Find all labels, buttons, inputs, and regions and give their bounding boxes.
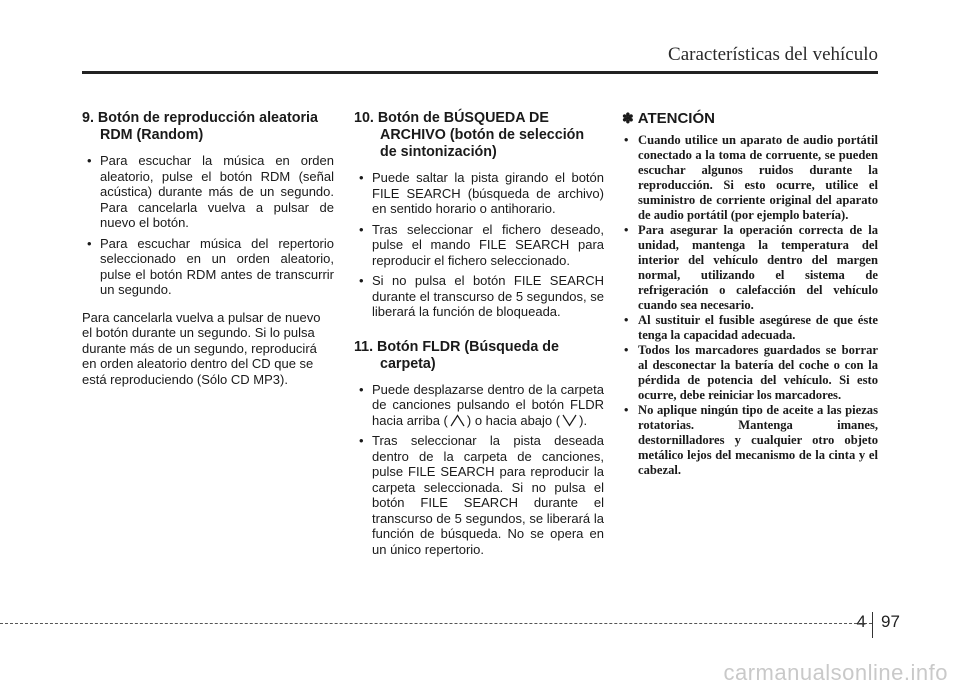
list-item: • No aplique ningún tipo de aceite a las piezas rotatorias. Mantenga imanes, destornilladores y cualquier otro objeto metálico lejos del mecanismo de la cinta y el cabezal. <box>622 403 878 478</box>
column-2 <box>354 110 604 562</box>
column-3 <box>622 110 878 478</box>
list-item: • Puede saltar la pista girando el botón FILE SEARCH (búsqueda de archivo) en sentido horario o antihorario. <box>354 170 604 217</box>
fldr-text-end: ). <box>579 412 588 428</box>
section-10-list <box>354 170 604 320</box>
chapter-number: 4 <box>856 612 866 631</box>
section-9-paragraph: Para cancelarla vuelva a pulsar de nuevo el botón durante un segundo. Si lo pulsa durante más de un segundo, reproducirá en orden aleatorio dentro del CD que se está reproduciendo (Sólo CD MP3). <box>82 309 321 387</box>
section-10-heading: 10. Botón de BÚSQUEDA DE ARCHIVO (botón de selección de sintonización) <box>354 110 585 160</box>
page-number: 97 <box>881 612 900 631</box>
attention-title: ATENCIÓN <box>637 110 715 127</box>
list-item: • Tras seleccionar la pista deseada dentro de la carpeta de canciones, pulse FILE SEARCH para reproducir la carpeta seleccionada. Si no pulsa el botón FILE SEARCH durante el transcurso de 5 segundos, se liberará la función de búsqueda. No se opera en un único repertorio. <box>354 433 604 557</box>
list-item: • Al sustituir el fusible asegúrese de que éste tenga la capacidad adecuada. <box>622 313 878 343</box>
attention-icon: ✽ <box>622 110 634 126</box>
section-11-heading: 11. Botón FLDR (Búsqueda de carpeta) <box>354 338 559 372</box>
list-item: • Para escuchar la música en orden aleatorio, pulse el botón RDM (señal acústica) durante más de un segundo. Para cancelarla vuelva a pulsar de nuevo el botón. <box>82 153 334 231</box>
chevron-down-icon <box>562 414 577 427</box>
chevron-up-icon <box>450 414 465 427</box>
fldr-text-middle: ) o hacia abajo ( <box>466 412 561 428</box>
attention-list <box>622 133 878 478</box>
header-rule <box>82 71 878 74</box>
list-item: • Cuando utilice un aparato de audio portátil conectado a la toma de corruente, se pueden escuchar algunos ruidos durante la reproducción. Si esto ocurre, utilice el suministro de corriente original del aparato de audio portátil (por ejemplo batería). <box>622 133 878 223</box>
list-item: • Todos los marcadores guardados se borrar al desconectar la batería del coche o con la pérdida de potencia del vehículo. Si esto ocurre, debe reiniciar los marcadores. <box>622 343 878 403</box>
list-item <box>354 382 604 429</box>
footer-dashed-rule <box>0 623 872 624</box>
fldr-text-start: Puede desplazarse dentro de la carpeta de canciones pulsando el botón FLDR hacia arriba ( <box>372 381 604 428</box>
attention-heading <box>622 110 878 127</box>
list-item: • Para asegurar la operación correcta de la unidad, mantenga la temperatura del interior del vehículo dentro del margen normal, utilizando el sistema de refrigeración o calefacción del vehículo cuando sea necesario. <box>622 223 878 313</box>
page-header-title: Características del vehículo <box>668 44 878 65</box>
watermark: carmanualsonline.info <box>723 660 948 685</box>
section-9-list <box>82 153 334 298</box>
footer-separator <box>872 612 873 638</box>
list-item: • Para escuchar música del repertorio seleccionado en un orden aleatorio, pulse el botón RDM antes de transcurrir un segundo. <box>82 236 334 298</box>
list-item: • Tras seleccionar el fichero deseado, pulse el mando FILE SEARCH para reproducir el fichero seleccionado. <box>354 222 604 269</box>
section-11-list <box>354 382 604 558</box>
column-1 <box>82 110 334 387</box>
section-9-heading: 9. Botón de reproducción aleatoria RDM (Random) <box>82 110 318 143</box>
list-item: • Si no pulsa el botón FILE SEARCH durante el transcurso de 5 segundos, se liberará la función de bloqueada. <box>354 273 604 320</box>
